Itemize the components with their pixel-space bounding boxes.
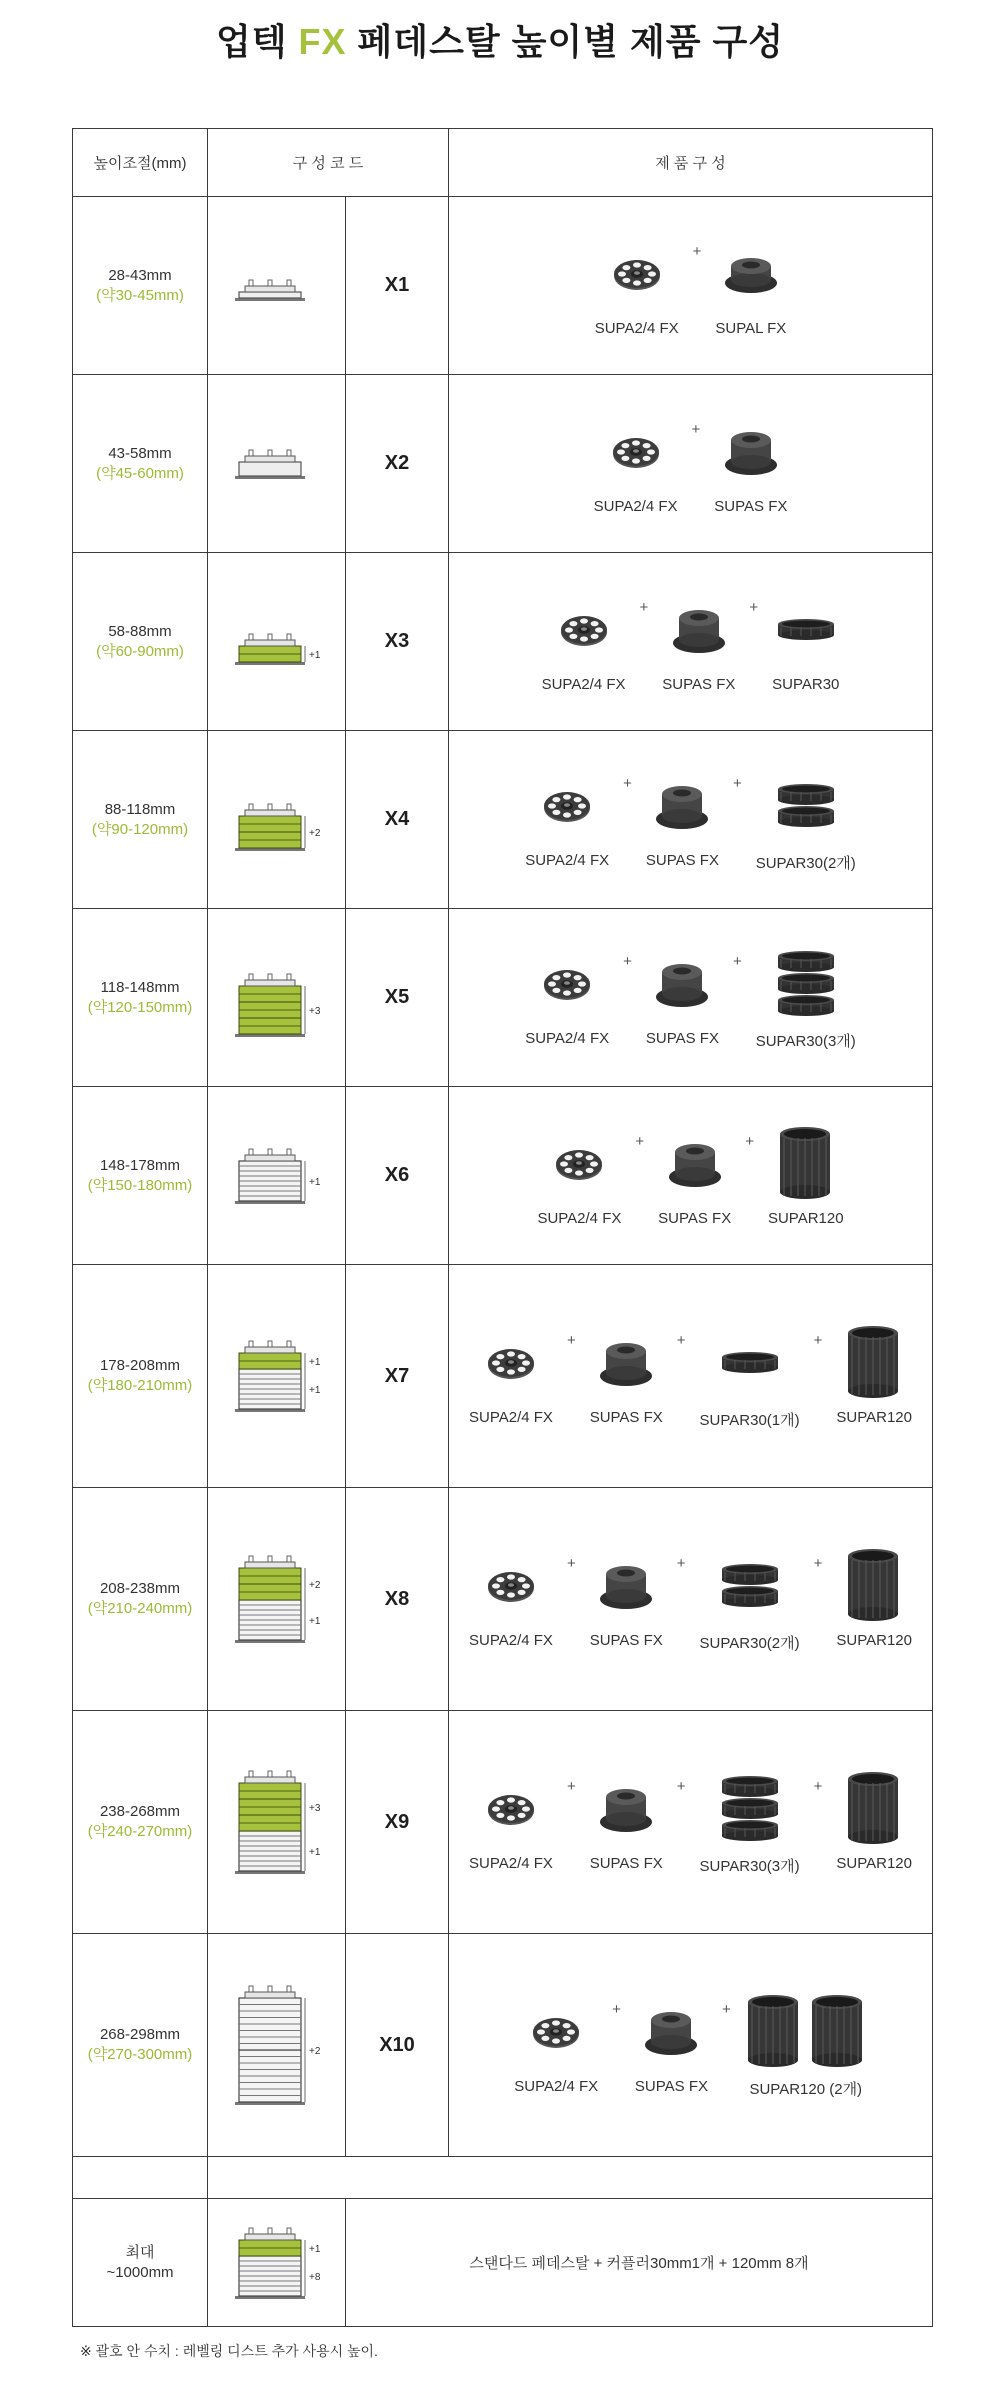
assembly-cell [208, 197, 346, 375]
title-fx-accent: FX [298, 21, 347, 62]
ring-30-icon [775, 766, 837, 846]
assembly-illustration [229, 1337, 325, 1415]
product-label: SUPAL FX [715, 320, 787, 337]
height-range-cell [73, 1265, 208, 1488]
product-part [590, 1769, 663, 1872]
max-label: 최대 [125, 2243, 155, 2261]
parts-list [449, 1323, 932, 1430]
config-code: X7 [346, 1265, 449, 1488]
config-code: X5 [346, 909, 449, 1087]
height-range: 178-208mm [99, 1357, 181, 1374]
product-part [514, 1992, 598, 2095]
assembly-illustration [229, 446, 325, 482]
assembly-cell [208, 909, 346, 1087]
plus-sign: + [566, 1331, 576, 1349]
product-part [590, 1546, 663, 1649]
plus-sign: + [745, 1133, 754, 1150]
base-plate-icon [485, 1323, 537, 1403]
head-low-icon [723, 234, 779, 314]
plus-sign: + [612, 2000, 621, 2018]
plus-sign: + [676, 1554, 686, 1572]
products-cell [449, 731, 933, 909]
svg-text:+2: +2 [308, 827, 320, 839]
product-label: SUPAR120 [767, 1210, 844, 1227]
ring-30-icon [775, 944, 837, 1024]
config-code: X6 [346, 1087, 449, 1265]
product-part [469, 1323, 553, 1426]
product-label: SUPAS FX [589, 1631, 663, 1649]
base-plate-icon [553, 1124, 605, 1204]
base-plate-icon [485, 1546, 537, 1626]
svg-text:+1: +1 [308, 1385, 320, 1396]
height-range-approx: (약60-90mm) [96, 642, 184, 660]
products-cell [449, 1711, 933, 1934]
svg-text:+2: +2 [308, 1580, 320, 1591]
assembly-cell [208, 375, 346, 553]
product-part [658, 1124, 731, 1227]
config-code: X3 [346, 553, 449, 731]
product-label: SUPAS FX [658, 1210, 732, 1227]
table-row-x10 [73, 1934, 933, 2157]
products-cell [449, 909, 933, 1087]
assembly-illustration [229, 268, 325, 304]
head-icon [598, 1546, 654, 1626]
base-plate-icon [611, 234, 663, 314]
ring-30-icon [719, 1546, 781, 1626]
config-code: X2 [346, 375, 449, 553]
table-row-x8 [73, 1488, 933, 1711]
product-part [700, 1323, 800, 1430]
spacer-row [73, 2157, 933, 2199]
height-range: 28-43mm [108, 266, 172, 284]
product-part [646, 766, 719, 869]
product-label: SUPAR30(3개) [699, 1857, 800, 1875]
header-products: 제 품 구 성 [449, 129, 933, 197]
height-range: 268-298mm [99, 2026, 181, 2043]
height-range-approx: (약150-180mm) [87, 1176, 193, 1194]
svg-text:+1: +1 [308, 2243, 320, 2255]
plus-sign: + [623, 953, 632, 970]
height-range-approx: (약90-120mm) [91, 820, 189, 838]
header-height: 높이조절(mm) [73, 129, 208, 197]
products-cell [449, 1265, 933, 1488]
ring-120-icon [845, 1323, 903, 1403]
product-label: SUPA2/4 FX [525, 852, 610, 869]
svg-text:+1: +1 [308, 649, 320, 661]
product-part [700, 1546, 800, 1653]
product-part [595, 234, 679, 337]
base-plate-icon [485, 1769, 537, 1849]
config-code: X4 [346, 731, 449, 909]
plus-sign: + [639, 599, 649, 616]
assembly-illustration [229, 1552, 325, 1646]
table-row-x4 [73, 731, 933, 909]
height-range: 58-88mm [108, 622, 172, 640]
head-icon [654, 944, 710, 1024]
product-part [745, 1992, 867, 2099]
table-row-x2 [73, 375, 933, 553]
assembly-cell [208, 1087, 346, 1265]
base-plate-icon [610, 412, 662, 492]
products-cell [449, 553, 933, 731]
product-label: SUPA2/4 FX [541, 676, 626, 693]
height-range-cell [73, 553, 208, 731]
product-label: SUPAR30(2개) [699, 1634, 800, 1652]
product-label: SUPAR120 [836, 1854, 912, 1872]
height-range: 88-118mm [104, 800, 176, 818]
product-part [646, 944, 719, 1047]
base-plate-icon [541, 944, 593, 1024]
parts-list [449, 1546, 932, 1653]
head-icon [643, 1992, 699, 2072]
height-range-approx: (약240-270mm) [87, 1823, 193, 1840]
plus-sign: + [676, 1777, 686, 1795]
height-range-approx: (약210-240mm) [87, 1600, 193, 1617]
product-label: SUPA2/4 FX [514, 2077, 599, 2095]
parts-list [449, 766, 932, 873]
table-row-x9 [73, 1711, 933, 1934]
products-cell [449, 197, 933, 375]
product-part [772, 590, 839, 693]
ring-30-icon [719, 1769, 781, 1849]
height-range-cell [73, 909, 208, 1087]
product-label: SUPAS FX [634, 2077, 708, 2095]
product-part [836, 1323, 912, 1426]
height-range: 43-58mm [108, 444, 172, 462]
plus-sign: + [813, 1554, 823, 1572]
height-range-cell [73, 375, 208, 553]
assembly-illustration [229, 1767, 325, 1877]
table-row-x6 [73, 1087, 933, 1265]
product-part [594, 412, 678, 515]
ring-120-pair-icon [745, 1992, 867, 2072]
assembly-illustration [229, 1982, 325, 2108]
config-code: X1 [346, 197, 449, 375]
base-plate-icon [541, 766, 593, 846]
assembly-cell [208, 1934, 346, 2157]
max-height-row [73, 2199, 933, 2327]
product-part [714, 412, 787, 515]
table-row-x5 [73, 909, 933, 1087]
height-range-approx: (약30-45mm) [96, 286, 184, 304]
table-row-x1 [73, 197, 933, 375]
product-part [700, 1769, 800, 1876]
products-cell [449, 1488, 933, 1711]
product-label: SUPA2/4 FX [594, 320, 679, 337]
max-height-cell [73, 2199, 208, 2327]
product-label: SUPA2/4 FX [593, 498, 678, 515]
height-range-cell [73, 1087, 208, 1265]
product-label: SUPAS FX [589, 1854, 663, 1872]
ring-120-icon [845, 1769, 903, 1849]
assembly-cell [208, 553, 346, 731]
height-range-approx: (약270-300mm) [87, 2046, 193, 2063]
product-label: SUPA2/4 FX [537, 1210, 622, 1227]
assembly-cell [208, 1711, 346, 1934]
table-header-row [73, 129, 933, 197]
svg-text:+1: +1 [308, 1616, 320, 1627]
parts-list [449, 590, 932, 693]
height-range: 238-268mm [99, 1803, 181, 1820]
product-part [756, 766, 856, 873]
ring-120-icon [845, 1546, 903, 1626]
assembly-cell [208, 1265, 346, 1488]
config-code: X9 [346, 1711, 449, 1934]
product-part [537, 1124, 621, 1227]
head-icon [671, 590, 727, 670]
table-row-x7 [73, 1265, 933, 1488]
height-range: 118-148mm [100, 978, 180, 996]
product-part [469, 1546, 553, 1649]
product-part [635, 1992, 708, 2095]
plus-sign: + [732, 953, 742, 970]
products-cell [449, 1087, 933, 1265]
config-code: X8 [346, 1488, 449, 1711]
footnote: ※ 괄호 안 수치 : 레벨링 디스트 추가 사용시 높이. [80, 2343, 378, 2359]
plus-sign: + [566, 1777, 576, 1795]
product-label: SUPAS FX [714, 498, 788, 515]
assembly-cell [208, 731, 346, 909]
product-label: SUPAR120 [836, 1631, 912, 1649]
height-range-cell [73, 1934, 208, 2157]
config-code: X10 [346, 1934, 449, 2157]
svg-text:+3: +3 [308, 1005, 320, 1017]
plus-sign: + [623, 775, 632, 792]
svg-text:+8: +8 [308, 2271, 320, 2283]
product-label: SUPAS FX [645, 1030, 719, 1047]
table-row-x3 [73, 553, 933, 731]
head-icon [598, 1323, 654, 1403]
plus-sign: + [635, 1133, 645, 1150]
parts-list [449, 944, 932, 1051]
product-part [768, 1124, 844, 1227]
plus-sign: + [722, 2000, 731, 2018]
svg-text:+1: +1 [308, 1176, 320, 1188]
plus-sign: + [691, 421, 701, 438]
product-label: SUPA2/4 FX [469, 1631, 553, 1649]
svg-text:+3: +3 [308, 1803, 320, 1814]
base-plate-icon [530, 1992, 582, 2072]
parts-list [449, 412, 932, 515]
product-part [715, 234, 786, 337]
product-label: SUPAR30 [772, 676, 840, 693]
parts-list [449, 1124, 932, 1227]
product-label: SUPA2/4 FX [469, 1854, 553, 1872]
height-range-cell [73, 1711, 208, 1934]
svg-text:+1: +1 [308, 1357, 320, 1368]
ring-30-icon [719, 1323, 781, 1403]
head-icon [667, 1124, 723, 1204]
height-range: 208-238mm [99, 1580, 181, 1597]
product-label: SUPAR30(1개) [699, 1411, 800, 1429]
height-range-cell [73, 197, 208, 375]
product-part [469, 1769, 553, 1872]
height-range: 148-178mm [99, 1156, 181, 1174]
assembly-illustration [229, 786, 325, 854]
product-part [590, 1323, 663, 1426]
head-icon [723, 412, 779, 492]
product-label: SUPAR120 [836, 1408, 912, 1426]
product-label: SUPAS FX [589, 1408, 663, 1426]
svg-text:+2: +2 [308, 2046, 320, 2057]
assembly-illustration [229, 1145, 325, 1207]
parts-list [449, 1992, 932, 2099]
height-range-cell [73, 731, 208, 909]
assembly-illustration [229, 2224, 325, 2302]
plus-sign: + [692, 243, 702, 260]
height-range-approx: (약120-150mm) [87, 998, 193, 1016]
head-icon [654, 766, 710, 846]
parts-list [449, 234, 932, 337]
product-part [662, 590, 735, 693]
product-label: SUPA2/4 FX [469, 1408, 553, 1426]
products-cell [449, 375, 933, 553]
plus-sign: + [732, 775, 742, 792]
product-label: SUPA2/4 FX [525, 1030, 610, 1047]
plus-sign: + [813, 1331, 823, 1349]
product-part [836, 1546, 912, 1649]
base-plate-icon [558, 590, 610, 670]
assembly-cell [208, 2199, 346, 2327]
header-code: 구 성 코 드 [208, 129, 449, 197]
product-part [525, 766, 609, 869]
height-range-cell [73, 1488, 208, 1711]
parts-list [449, 1769, 932, 1876]
ring-30-icon [775, 590, 837, 670]
assembly-cell [208, 1488, 346, 1711]
plus-sign: + [749, 599, 759, 616]
assembly-illustration [229, 956, 325, 1040]
product-label: SUPAS FX [662, 676, 736, 693]
max-description: 스탠다드 페데스탈 + 커플러30mm1개 + 120mm 8개 [346, 2199, 933, 2327]
plus-sign: + [813, 1777, 823, 1795]
product-label: SUPAS FX [645, 852, 719, 869]
product-part [525, 944, 609, 1047]
svg-text:+1: +1 [308, 1847, 320, 1858]
product-composition-table [72, 128, 933, 2327]
head-icon [598, 1769, 654, 1849]
plus-sign: + [566, 1554, 576, 1572]
max-height-value: ~1000mm [106, 2263, 174, 2281]
page-title: 업텍 FX 페데스탈 높이별 제품 구성 [215, 21, 785, 62]
plus-sign: + [676, 1331, 686, 1349]
product-part [756, 944, 856, 1051]
product-part [542, 590, 626, 693]
product-part [836, 1769, 912, 1872]
product-label: SUPAR120 (2개) [749, 2080, 863, 2098]
product-label: SUPAR30(3개) [755, 1033, 856, 1050]
assembly-illustration [229, 616, 325, 668]
height-range-approx: (약180-210mm) [87, 1377, 193, 1394]
product-label: SUPAR30(2개) [755, 855, 856, 872]
ring-120-icon [777, 1124, 835, 1204]
height-range-approx: (약45-60mm) [96, 464, 184, 482]
products-cell [449, 1934, 933, 2157]
